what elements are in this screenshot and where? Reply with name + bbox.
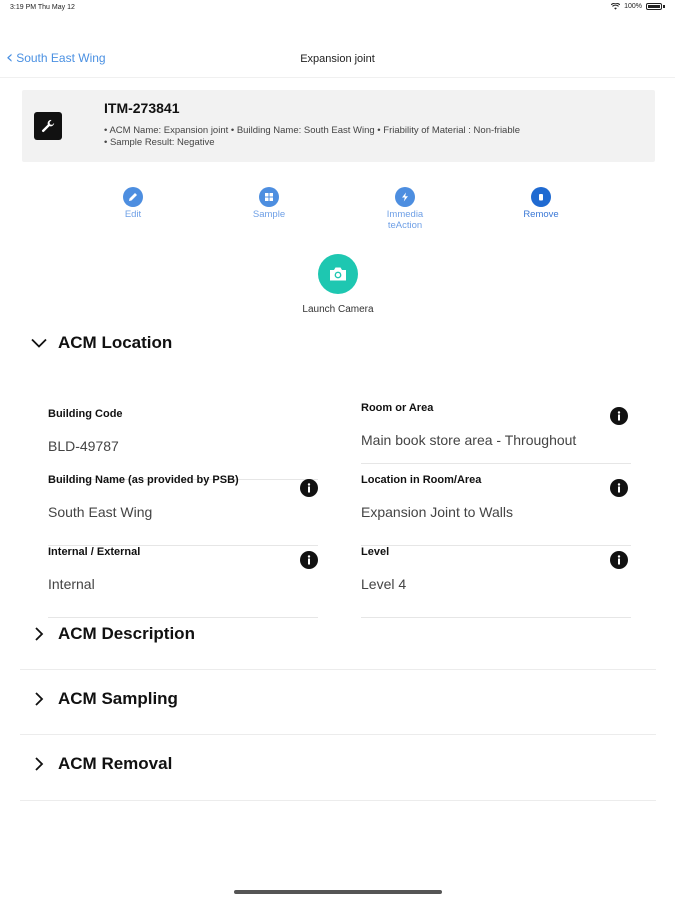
edit-label: Edit: [124, 209, 142, 220]
field-internal-external: [48, 546, 318, 618]
status-bar: [0, 0, 675, 18]
trash-icon: [531, 187, 551, 207]
battery-icon: [646, 3, 662, 10]
section-title: ACM Sampling: [58, 689, 178, 708]
field-label: Building Name (as provided by PSB): [48, 474, 239, 486]
field-room-area: [361, 402, 631, 464]
field-label: Building Code: [48, 408, 123, 420]
page-title: Expansion joint: [300, 53, 375, 65]
info-icon[interactable]: [300, 551, 318, 569]
launch-camera-button[interactable]: [288, 254, 388, 315]
info-icon[interactable]: [610, 407, 628, 425]
section-acm-location[interactable]: [28, 333, 172, 353]
pencil-icon: [123, 187, 143, 207]
section-title: ACM Removal: [58, 754, 173, 773]
section-title: ACM Description: [58, 624, 195, 643]
field-label: Location in Room/Area: [361, 474, 482, 486]
field-value: Level 4: [361, 576, 407, 592]
info-icon[interactable]: [300, 479, 318, 497]
chevron-right-icon: [28, 691, 50, 707]
launch-camera-label: Launch Camera: [302, 304, 374, 315]
item-details-line: • ACM Name: Expansion joint • Building Name: South East Wing • Friability of Material : Non-friable: [104, 125, 521, 136]
divider: [20, 800, 656, 801]
field-building-name: [48, 474, 318, 546]
wrench-icon: [34, 112, 62, 140]
item-details-line: • Sample Result: Negative: [104, 137, 215, 148]
section-acm-description[interactable]: [28, 624, 195, 644]
field-label: Room or Area: [361, 402, 434, 414]
nav-bar: [0, 40, 675, 78]
home-indicator[interactable]: [234, 890, 442, 894]
camera-icon: [318, 254, 358, 294]
item-details: [104, 125, 644, 149]
info-icon[interactable]: [610, 479, 628, 497]
chevron-down-icon: [28, 338, 50, 348]
status-right: [611, 3, 665, 10]
grid-icon: [259, 187, 279, 207]
field-level: [361, 546, 631, 618]
edit-button[interactable]: [98, 187, 168, 220]
lightning-icon: [395, 187, 415, 207]
wifi-icon: [611, 3, 620, 10]
field-value: Internal: [48, 576, 95, 592]
field-building-code: [48, 408, 318, 480]
divider: [20, 669, 656, 670]
section-acm-sampling[interactable]: [28, 689, 178, 709]
divider: [20, 734, 656, 735]
sample-label: Sample: [252, 209, 286, 220]
chevron-right-icon: [28, 756, 50, 772]
remove-label: Remove: [523, 209, 559, 220]
immediate-action-button[interactable]: [370, 187, 440, 231]
field-label: Internal / External: [48, 546, 141, 558]
section-acm-removal[interactable]: [28, 754, 172, 774]
field-value: South East Wing: [48, 504, 153, 520]
immediate-action-label: teAction: [387, 220, 423, 231]
section-title: ACM Location: [58, 333, 173, 352]
field-value: Main book store area - Throughout: [361, 432, 577, 448]
chevron-right-icon: [28, 626, 50, 642]
immediate-action-label: Immedia: [386, 209, 424, 220]
action-bar: [0, 187, 675, 237]
item-summary-card: [22, 90, 655, 162]
field-value: BLD-49787: [48, 438, 119, 454]
battery-percent: 100%: [624, 3, 642, 10]
sample-button[interactable]: [234, 187, 304, 220]
status-time: 3:19 PM Thu May 12: [10, 4, 75, 11]
field-value: Expansion Joint to Walls: [361, 504, 513, 520]
item-id: ITM-273841: [104, 100, 180, 116]
remove-button[interactable]: [506, 187, 576, 220]
back-label: South East Wing: [16, 51, 106, 65]
field-label: Level: [361, 546, 390, 558]
info-icon[interactable]: [610, 551, 628, 569]
field-location-in-room: [361, 474, 631, 546]
chevron-left-icon: ‹: [6, 47, 14, 68]
